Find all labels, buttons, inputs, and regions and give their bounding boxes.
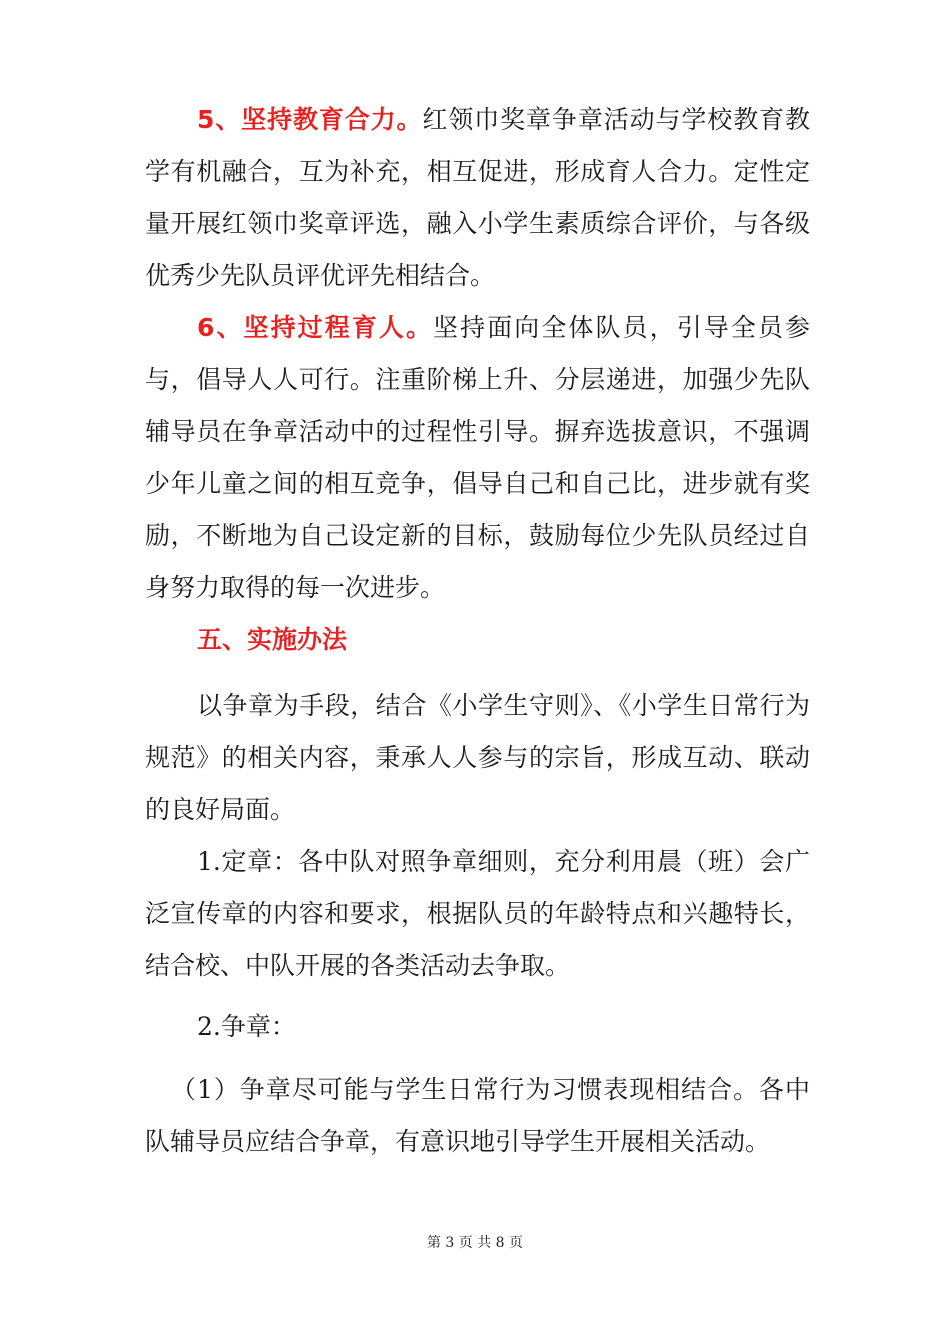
paragraph-6-text: 坚持面向全体队员，引导全员参与，倡导人人可行。注重阶梯上升、分层递进，加强少先队辅导员在争章活动中的过程性引导。摒弃选拔意识，不强调少年儿童之间的相互竞争，倡导自己和自己比，进步就有奖励，不断地为自己设定新的目标，鼓励每位少先队员经过自身努力取得的每一次进步。 — [145, 313, 810, 602]
item-1-paragraph: 1.定章：各中队对照争章细则，充分利用晨（班）会广泛宣传章的内容和要求，根据队员的年龄特点和兴趣特长，结合校、中队开展的各类活动去争取。 — [145, 847, 810, 980]
paragraph-6-heading: 6、坚持过程育人。 — [197, 313, 434, 342]
item-2-paragraph: 2.争章： — [197, 1012, 296, 1041]
section-heading: 五、实施办法 — [197, 625, 348, 654]
paragraph-5-heading: 5、坚持教育合力。 — [197, 105, 423, 134]
paragraph-5 — [145, 94, 810, 302]
page-footer: 第 3 页 共 8 页 — [426, 1235, 524, 1251]
section-intro: 以争章为手段，结合《小学生守则》、《小学生日常行为规范》的相关内容，秉承人人参与的宗旨，形成互动、联动的良好局面。 — [145, 691, 810, 824]
paragraph-5-text: 红领巾奖章争章活动与学校教育教学有机融合，互为补充，相互促进，形成育人合力。定性定量开展红领巾奖章评选，融入小学生素质综合评价，与各级优秀少先队员评优评先相结合。 — [145, 105, 810, 290]
item-2-1-paragraph: （1）争章尽可能与学生日常行为习惯表现相结合。各中队辅导员应结合争章，有意识地引导学生开展相关活动。 — [145, 1075, 810, 1156]
paragraph-6 — [145, 302, 810, 614]
